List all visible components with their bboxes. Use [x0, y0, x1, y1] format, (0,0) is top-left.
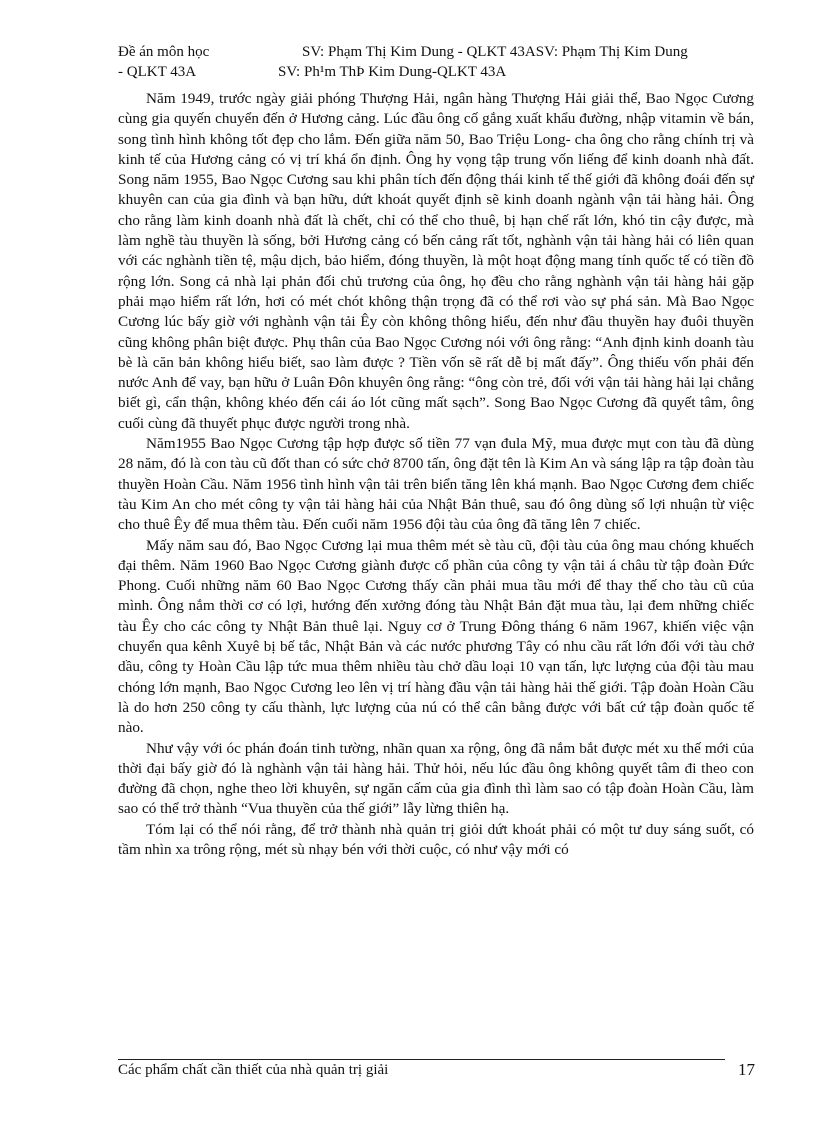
- footer-divider: [118, 1059, 725, 1060]
- header-student-line-2: SV: Ph¹m ThÞ Kim Dung-QLKT 43A: [278, 64, 507, 80]
- header-class-code: - QLKT 43A: [118, 64, 197, 80]
- header-course-title: Đề án môn học: [118, 44, 210, 60]
- header-student-line-1: SV: Phạm Thị Kim Dung - QLKT 43ASV: Phạm Thị Kim Dung: [302, 44, 688, 60]
- paragraph-5: Tóm lại có thể nói rằng, để trở thành nhà quản trị giỏi dứt khoát phải có một tư duy sáng suốt, có tầm nhìn xa trông rộng, mét sù nhạy bén với thời cuộc, có như vậy mới có: [118, 820, 754, 858]
- page-number: 17: [738, 1060, 755, 1079]
- paragraph-1: Năm 1949, trước ngày giải phóng Thượng Hải, ngân hàng Thượng Hải giải thể, Bao Ngọc Cương cùng gia quyến chuyển đến ở Hương cảng. Lúc đầu ông cố gắng xuất khẩu đường, nhập vitamin về bán, song tình hình không tốt đẹp cho lắm. Đến giữa năm 50, Bao Triệu Long- cha ông cho rằng chính trị và kinh tế của Hương cảng có vị trí khá ổn định. Ông hy vọng tập trung vốn liếng để kinh doanh nhà đất. Song năm 1955, Bao Ngọc Cương sau khi phân tích đến động thái kinh tế thế giới đã không đoái đến sự khuyên can của gia đình và bạn hữu, dứt khoát quyết định sẽ kinh doanh ngành vận tải hàng hải. Ông cho rằng làm kinh doanh nhà đất là chết, chỉ có thể cho thuê, bị hạn chế rất lớn, khó tin cậy được, mà làm nghề tàu thuyền là sống, bởi Hương cảng có bến cảng rất tốt, nghành vận tải hàng hải có liên quan với các nghành tiền tệ, mậu dịch, bảo hiểm, đóng thuyền, là một hoạt động mang tính quốc tế có tiền đồ rộng lớn. Song cả nhà lại phản đối chủ trương của ông, họ đều cho rằng nghành vận tải hàng hải gặp phải mạo hiểm rất lớn, hơi có mét chót không thận trọng đã có thể rơi vào sự phá sản. Mà Bao Ngọc Cương lúc bấy giờ với nghành vận tải Êy còn không thông hiểu, đến như đầu thuyền hay đuôi thuyền cũng không phân biệt được. Phụ thân của Bao Ngọc Cương nói với ông rằng: “Anh định kinh doanh tàu bè là căn bản không hiểu biết, sao làm được ? Tiền vốn sẽ rất dễ bị mất đấy”. Ông thiếu vốn phải đến nước Anh để vay, bạn hữu ở Luân Đôn khuyên ông rằng: “ông còn trẻ, đối với vận tải hàng hải lại chẳng biết gì, cẩn thận, không khéo đến cái áo lót cũng mất sạch”. Song Bao Ngọc Cương đã quyết tâm, ông cuối cùng đã thuyết phục được người trong nhà.: [118, 90, 754, 432]
- document-body: [118, 89, 754, 860]
- paragraph-3: Mấy năm sau đó, Bao Ngọc Cương lại mua thêm mét sè tàu cũ, đội tàu của ông mau chóng khuếch đại thêm. Năm 1960 Bao Ngọc Cương giành được cổ phần của công ty vận tải á châu từ tập đoàn Đức Phong. Cuối những năm 60 Bao Ngọc Cương thấy cần phải mua tầu mới để thay thế cho tàu cũ của mình. Ông nắm thời cơ có lợi, hướng đến xưởng đóng tàu Nhật Bản đặt mua tàu, lại đem những chiếc tàu Êy cho các công ty Nhật Bản thuê lại. Nguy cơ ở Trung Đông tháng 6 năm 1967, khiến việc vận chuyển qua kênh Xuyê bị bế tắc, Nhật Bản và các nước phương Tây có nhu cầu rất lớn đối với tàu chở dầu, công ty Hoàn Cầu lập tức mua thêm nhiều tàu chở dầu loại 10 vạn tấn, lực lượng của đội tàu mau chóng lớn mạnh, Bao Ngọc Cương leo lên vị trí hàng đầu vận tải hàng hải thế giới. Tập đoàn Hoàn Cầu là do hơn 250 công ty cấu thành, lực lượng của nú có thể cân bằng được với bất cứ tập đoàn quốc tế nào.: [118, 536, 754, 737]
- paragraph-4: Như vậy với óc phán đoán tinh tường, nhãn quan xa rộng, ông đã nắm bắt được mét xu thế mới của thời đại bấy giờ đó là nghành vận tải hàng hải. Thử hỏi, nếu lúc đầu ông không quyết tâm đi theo con đường đã chọn, nghe theo lời khuyên, sự ngăn cấm của gia đình thì làm sao có tập đoàn Hoàn Cầu, làm sao có thể trở thành “Vua thuyền của thế giới” lẫy lừng thiên hạ.: [118, 739, 754, 818]
- paragraph-2: Năm1955 Bao Ngọc Cương tập hợp được số tiền 77 vạn đula Mỹ, mua được mụt con tàu đã dùng 28 năm, đó là con tàu cũ đốt than có sức chở 8700 tấn, ông đặt tên là Kim An và sáng lập ra tập đoàn tàu thuyền Hoàn Cầu. Năm 1956 tình hình vận tải trên biển tăng lên khá mạnh. Bao Ngọc Cương đem chiếc tàu Kim An cho mét công ty vận tải hàng hải của Nhật Bản thuê, sau đó ông dùng số lợi nhuận từ việc cho thuê Êy để mua thêm tàu. Đến cuối năm 1956 đội tàu của ông đã tăng lên 7 chiếc.: [118, 435, 754, 534]
- footer-title: Các phẩm chất cần thiết của nhà quản trị giải: [118, 1062, 389, 1078]
